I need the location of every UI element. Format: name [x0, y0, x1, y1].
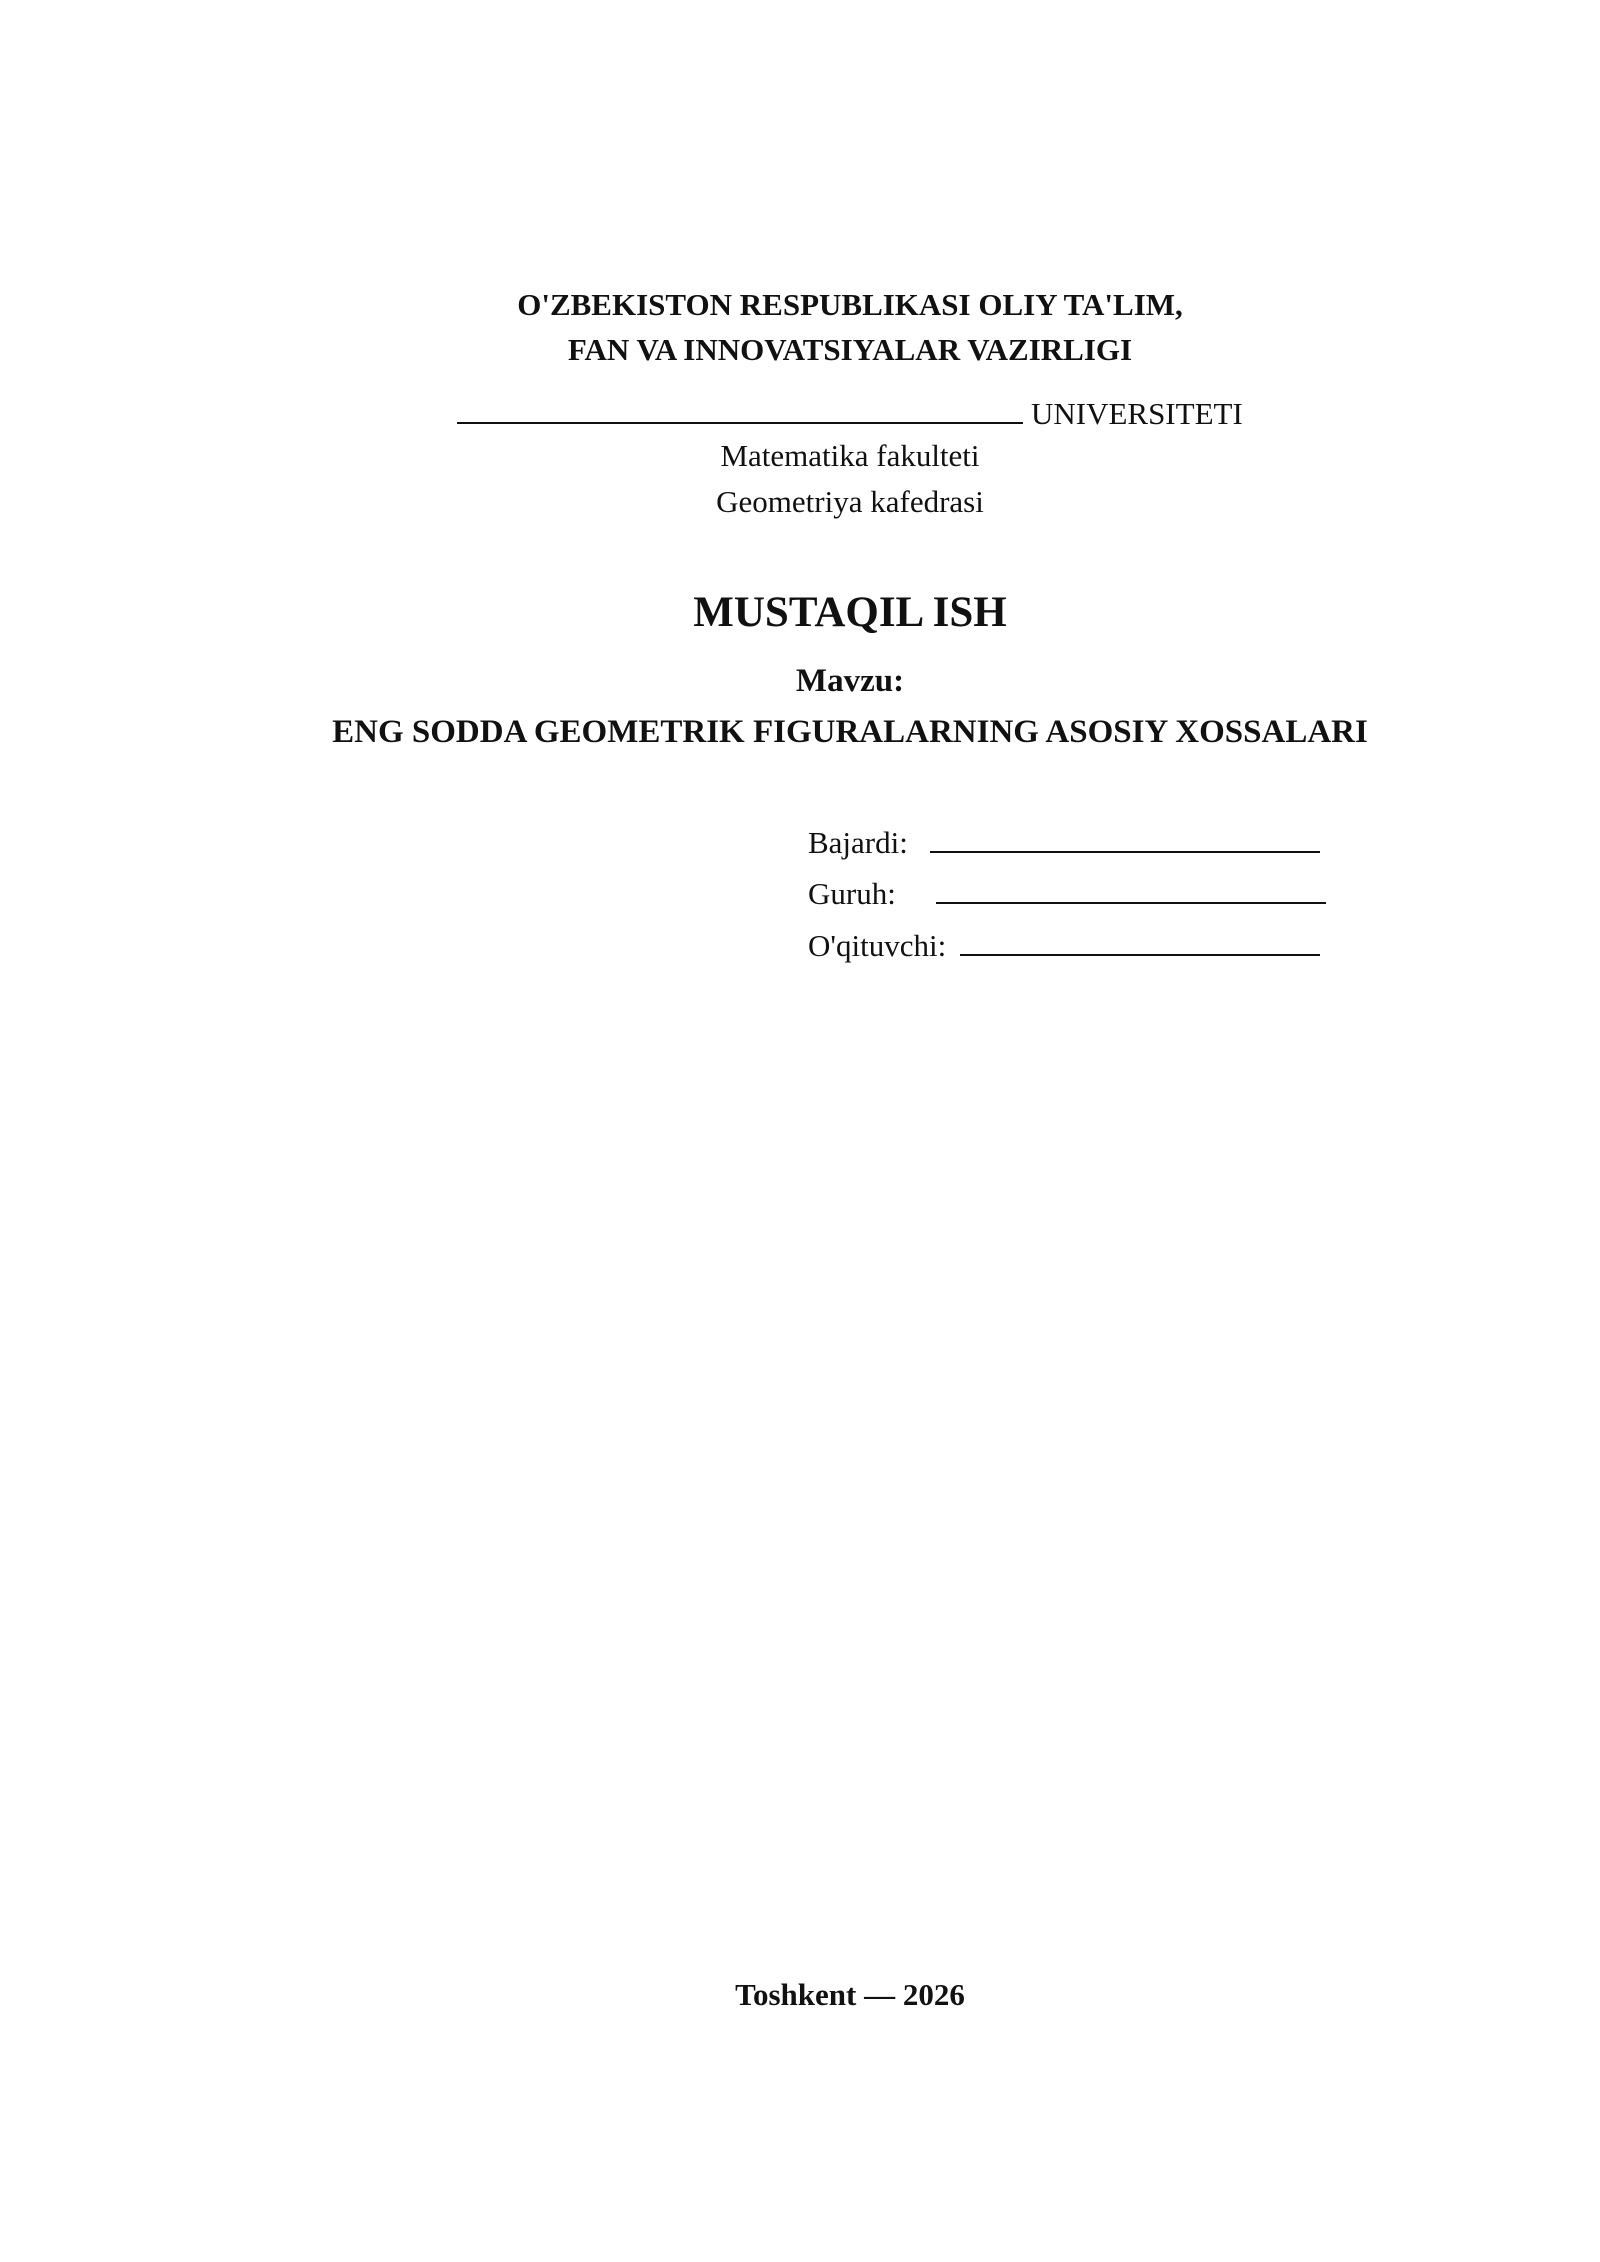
ministry-line-1: O'ZBEKISTON RESPUBLIKASI OLIY TA'LIM,: [517, 287, 1183, 322]
department-name: Geometriya kafedrasi: [716, 484, 984, 519]
place-year: Toshkent — 2026: [735, 1977, 965, 2012]
faculty-name: Matematika fakulteti: [720, 438, 980, 473]
teacher-blank: [960, 924, 1320, 956]
signature-label-teacher: O'qituvchi:: [808, 928, 947, 963]
university-line: [0, 392, 1600, 432]
ministry-line-2: FAN VA INNOVATSIYALAR VAZIRLIGI: [567, 332, 1133, 367]
group-blank: [936, 872, 1326, 904]
signature-label-group: Guruh:: [808, 876, 896, 911]
signature-label-performer: Bajardi:: [808, 825, 908, 860]
signature-row-group: [808, 872, 1326, 912]
university-suffix: UNIVERSITETI: [1030, 396, 1243, 431]
signature-row-teacher: [808, 924, 1320, 964]
topic-title: ENG SODDA GEOMETRIK FIGURALARNING ASOSIY XOSSALARI: [332, 714, 1368, 750]
university-name-blank: [457, 392, 1023, 424]
work-type-title: MUSTAQIL ISH: [693, 589, 1007, 636]
topic-label: Mavzu:: [795, 663, 905, 699]
performer-blank: [930, 821, 1320, 853]
signature-row-performer: [808, 821, 1320, 861]
